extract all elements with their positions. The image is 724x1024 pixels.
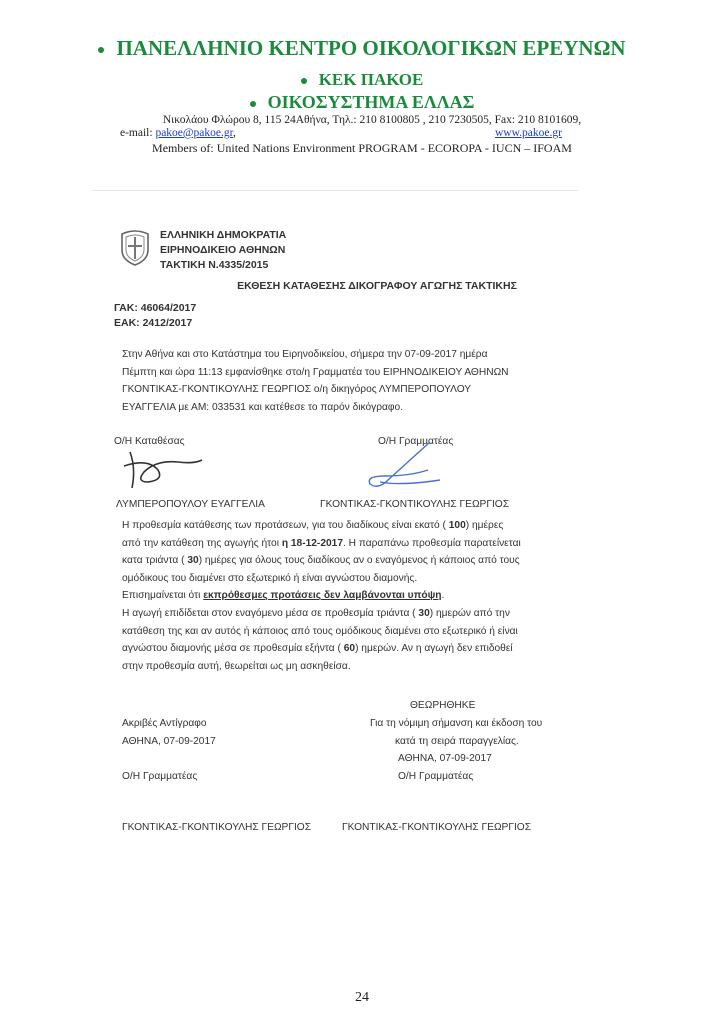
- clerk-right-name: ΓΚΟΝΤΙΚΑΣ-ΓΚΟΝΤΙΚΟΥΛΗΣ ΓΕΩΡΓΙΟΣ: [342, 822, 532, 833]
- filing-line: Στην Αθήνα και στο Κατάστημα του Ειρηνοδικείου, σήμερα την 07-09-2017 ημέρα: [122, 349, 488, 360]
- page-number: 24: [355, 990, 369, 1005]
- city-date-right: ΑΘΗΝΑ, 07-09-2017: [398, 753, 492, 764]
- seen-heading: ΘΕΩΡΗΘΗΚΕ: [410, 700, 476, 711]
- deadline-paragraph: Η προθεσμία κατάθεσης των προτάσεων, για του διαδίκους είναι εκατό ( 100) ημέρες από την κατάθεση της αγωγής ήτοι η 18-12-2017. Η παραπάνω προθεσμία παρατείνεται κατα τριάντα ( 30) ημέρες για όλους τους διαδίκους αν ο εναγόμενος ή κάποιος από τους ομόδικους του διαμένει στο εξωτερικό ή είναι αγνώστου διαμονής. Επισημαίνεται ότι εκπρόθεσμες προτάσεις δεν λαμβάνονται υπόψη. Η αγωγή επιδίδεται στον εναγόμενο μέσα σε προθεσμία τριάντα ( 30) ημερών από την κατάθεση της και αν αυτός ή κάποιος από τους ομόδικους διαμένει στο εξωτερικό ή είναι αγνώστου διαμονής μέσα σε προθεσμία εξήντα ( 60) ημερών. Αν η αγωγή δεν επιδοθεί στην προθεσμία αυτή, θεωρείται ως μη ασκηθείσα.: [122, 520, 521, 672]
- depositor-label: Ο/Η Καταθέσας: [114, 436, 185, 447]
- procedure-line: ΤΑΚΤΙΚΗ Ν.4335/2015: [160, 259, 269, 271]
- ecosystem-title: [0, 92, 724, 113]
- seen-line-2: κατά τη σειρά παραγγελίας.: [395, 736, 519, 747]
- document-title: ΕΚΘΕΣΗ ΚΑΤΑΘΕΣΗΣ ΔΙΚΟΓΡΑΦΟΥ ΑΓΩΓΗΣ ΤΑΚΤΙΚΗΣ: [237, 280, 517, 292]
- city-date-left: ΑΘΗΝΑ, 07-09-2017: [122, 736, 216, 747]
- org-title: [0, 36, 724, 61]
- coat-of-arms-icon: [118, 228, 152, 266]
- filing-line: ΓΚΟΝΤΙΚΑΣ-ΓΚΟΝΤΙΚΟΥΛΗΣ ΓΕΩΡΓΙΟΣ ο/η δικηγόρος ΛΥΜΠΕΡΟΠΟΥΛΟΥ: [122, 384, 472, 396]
- clerk-signature-icon: [340, 440, 450, 496]
- eak-number: ΕΑΚ: 2412/2017: [114, 317, 193, 329]
- filing-line: Πέμπτη και ώρα 11:13 εμφανίσθηκε στο/η Γραμματέα του ΕΙΡΗΝΟΔΙΚΕΙΟΥ ΑΘΗΝΩΝ: [122, 366, 509, 378]
- ecosystem-line: ΟΙΚΟΣΥΣΤΗΜΑ ΕΛΛΑΣ: [267, 92, 475, 112]
- address-line: Νικολάου Φλώρου 8, 115 24Αθήνα, Τηλ.: 210 8100805 , 210 7230505, Fax: 210 8101609,: [162, 114, 582, 126]
- clerk-left-label: Ο/Η Γραμματέας: [122, 771, 198, 782]
- members-line: Members of: United Nations Environment PROGRAM - ECOROPA - IUCN – IFOAM: [152, 141, 572, 155]
- clerk-right-label: Ο/Η Γραμματέας: [398, 771, 474, 782]
- depositor-signature-icon: [118, 448, 208, 494]
- filing-line: ΕΥΑΓΓΕΛΙΑ με ΑΜ: 033531 και κατέθεσε το παρόν δικόγραφο.: [122, 401, 404, 413]
- website-link[interactable]: www.pakoe.gr: [495, 127, 562, 139]
- accurate-copy-label: Ακριβές Αντίγραφο: [122, 718, 207, 729]
- kek-title: [0, 70, 724, 90]
- clerk-left-name: ΓΚΟΝΤΙΚΑΣ-ΓΚΟΝΤΙΚΟΥΛΗΣ ΓΕΩΡΓΙΟΣ: [122, 822, 312, 833]
- bullet-icon: [98, 47, 104, 53]
- contact-row: e-mail: pakoe@pakoe.gr, www.pakoe.gr: [120, 127, 562, 139]
- org-line: ΠΑΝΕΛΛΗΝΙΟ ΚΕΝΤΡΟ ΟΙΚΟΛΟΓΙΚΩΝ ΕΡΕΥΝΩΝ: [116, 36, 626, 60]
- email-label: e-mail:: [120, 127, 153, 139]
- bullet-icon: [301, 78, 307, 84]
- bullet-icon: [250, 101, 256, 107]
- clerk-label: Ο/Η Γραμματέας: [378, 436, 454, 447]
- republic-line: ΕΛΛΗΝΙΚΗ ΔΗΜΟΚΡΑΤΙΑ: [160, 229, 287, 241]
- clerk-name: ΓΚΟΝΤΙΚΑΣ-ΓΚΟΝΤΙΚΟΥΛΗΣ ΓΕΩΡΓΙΟΣ: [320, 499, 510, 510]
- kek-line: ΚΕΚ ΠΑΚΟΕ: [318, 70, 424, 89]
- email-link[interactable]: pakoe@pakoe.gr: [155, 127, 233, 139]
- seen-line-1: Για τη νόμιμη σήμανση και έκδοση του: [370, 718, 543, 729]
- gak-number: ΓΑΚ: 46064/2017: [114, 302, 197, 314]
- court-line: ΕΙΡΗΝΟΔΙΚΕΙΟ ΑΘΗΝΩΝ: [160, 244, 286, 256]
- filing-paragraph: [122, 346, 588, 416]
- depositor-name: ΛΥΜΠΕΡΟΠΟΥΛΟΥ ΕΥΑΓΓΕΛΙΑ: [116, 499, 265, 510]
